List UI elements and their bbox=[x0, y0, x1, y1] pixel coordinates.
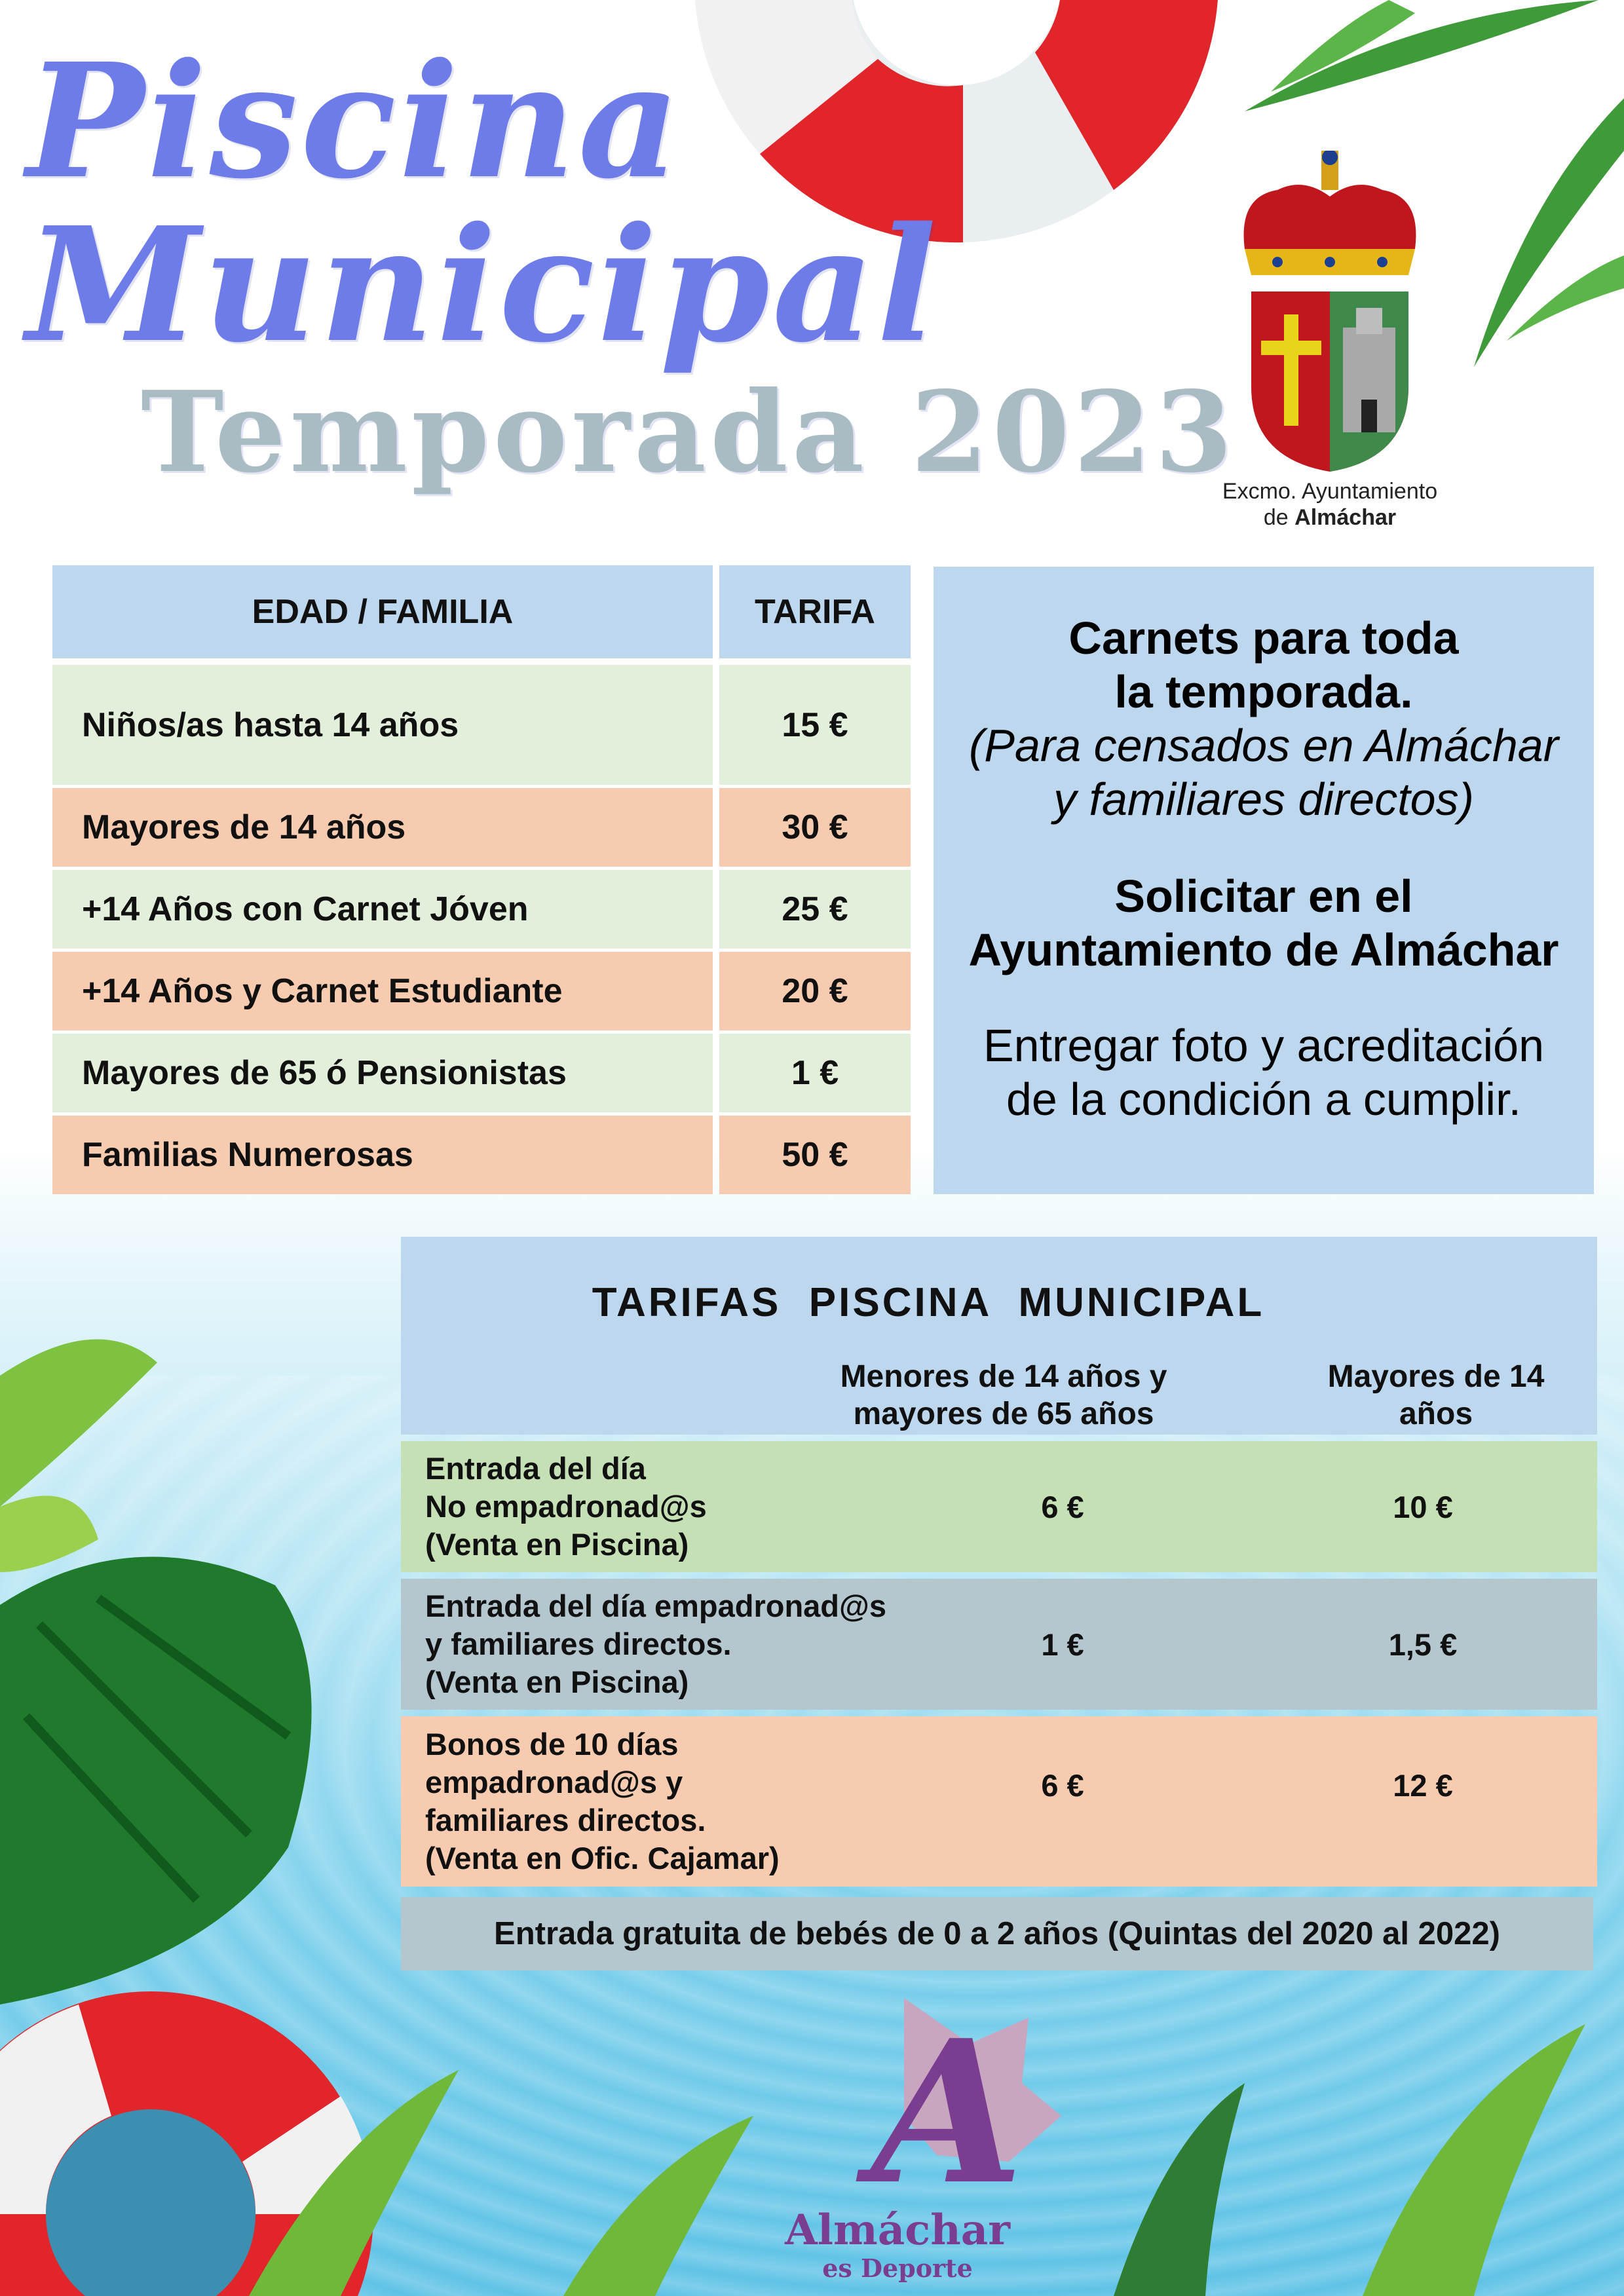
table-row bbox=[52, 870, 911, 949]
table-row bbox=[52, 788, 911, 867]
info-heading-2: la temporada. bbox=[1114, 666, 1413, 717]
row-label-line: Bonos de 10 días bbox=[425, 1727, 679, 1761]
table-row bbox=[401, 1716, 1597, 1887]
info-note-1: (Para censados en Almáchar bbox=[968, 720, 1559, 771]
row-category: Familias Numerosas bbox=[52, 1116, 713, 1194]
info-apply-1: Solicitar en el bbox=[1114, 871, 1413, 922]
price-minors-seniors: 6 € bbox=[1041, 1489, 1084, 1524]
row-label-line: (Venta en Piscina) bbox=[425, 1665, 689, 1699]
table-row bbox=[52, 665, 911, 785]
price-over-14: 12 € bbox=[1393, 1767, 1453, 1803]
almachar-deporte-logo-icon bbox=[856, 1997, 1061, 2228]
logo-subtitle: es Deporte bbox=[822, 2253, 973, 2283]
column-1-line-1: Menores de 14 años y bbox=[840, 1359, 1167, 1394]
caption-town: Almáchar bbox=[1294, 505, 1397, 530]
logo-wordmark: Almáchar bbox=[785, 2206, 1010, 2255]
row-label-line: y familiares directos. bbox=[425, 1627, 732, 1661]
svg-text:A: A bbox=[871, 1997, 1024, 2228]
row-price: 30 € bbox=[719, 788, 911, 867]
info-requirement-2: de la condición a cumplir. bbox=[1006, 1074, 1521, 1125]
row-category: +14 Años con Carnet Jóven bbox=[52, 870, 713, 949]
row-label-line: (Venta en Ofic. Cajamar) bbox=[425, 1841, 780, 1875]
row-price: 15 € bbox=[719, 665, 911, 785]
header-price: TARIFA bbox=[719, 565, 911, 658]
table-row bbox=[401, 1579, 1597, 1710]
price-over-14: 1,5 € bbox=[1388, 1627, 1458, 1662]
coat-of-arms-icon bbox=[1232, 151, 1428, 478]
season-pass-info-box bbox=[934, 567, 1594, 1194]
table-row bbox=[52, 952, 911, 1030]
row-label-line: empadronad@s y bbox=[425, 1765, 683, 1799]
info-note-2: y familiares directos) bbox=[1053, 774, 1474, 825]
info-apply-2: Ayuntamiento de Almáchar bbox=[968, 924, 1559, 975]
daily-rates-header bbox=[401, 1237, 1597, 1435]
column-1-line-2: mayores de 65 años bbox=[853, 1397, 1154, 1431]
row-label bbox=[425, 1587, 886, 1701]
daily-rates-title: TARIFAS PISCINA MUNICIPAL bbox=[592, 1280, 1265, 1325]
row-label bbox=[425, 1450, 707, 1564]
free-entry-note: Entrada gratuita de bebés de 0 a 2 años (Quintas del 2020 al 2022) bbox=[401, 1897, 1593, 1970]
row-category: Mayores de 65 ó Pensionistas bbox=[52, 1034, 713, 1112]
table-row bbox=[52, 1034, 911, 1112]
info-heading-1: Carnets para toda bbox=[1068, 612, 1459, 664]
season-pass-header-row bbox=[52, 565, 911, 658]
row-price: 1 € bbox=[719, 1034, 911, 1112]
price-minors-seniors: 1 € bbox=[1041, 1627, 1084, 1662]
table-row bbox=[52, 1116, 911, 1194]
row-category: +14 Años y Carnet Estudiante bbox=[52, 952, 713, 1030]
row-label-line: Entrada del día bbox=[425, 1451, 646, 1486]
column-header-minors-seniors bbox=[807, 1358, 1200, 1433]
row-price: 25 € bbox=[719, 870, 911, 949]
row-category: Mayores de 14 años bbox=[52, 788, 713, 867]
column-header-over-14 bbox=[1279, 1358, 1593, 1433]
header-age-family: EDAD / FAMILIA bbox=[52, 565, 713, 658]
row-price: 50 € bbox=[719, 1116, 911, 1194]
info-requirement-1: Entregar foto y acreditación bbox=[983, 1020, 1545, 1071]
monstera-leaf-icon bbox=[0, 1339, 312, 2004]
row-label bbox=[425, 1725, 780, 1877]
title-line-2: Municipal bbox=[26, 193, 939, 377]
row-category: Niños/as hasta 14 años bbox=[52, 665, 713, 785]
row-label-line: No empadronad@s bbox=[425, 1489, 707, 1524]
table-row bbox=[401, 1441, 1597, 1572]
price-over-14: 10 € bbox=[1393, 1489, 1453, 1524]
caption-prefix: de bbox=[1263, 505, 1289, 530]
row-label-line: Entrada del día empadronad@s bbox=[425, 1589, 886, 1623]
price-minors-seniors: 6 € bbox=[1041, 1767, 1084, 1803]
row-price: 20 € bbox=[719, 952, 911, 1030]
column-2-line-2: años bbox=[1399, 1397, 1473, 1431]
row-label-line: (Venta en Piscina) bbox=[425, 1527, 689, 1562]
caption-line-1: Excmo. Ayuntamiento bbox=[1222, 479, 1438, 504]
title-line-1: Piscina bbox=[26, 29, 683, 214]
column-2-line-1: Mayores de 14 bbox=[1327, 1359, 1545, 1394]
row-label-line: familiares directos. bbox=[425, 1803, 706, 1837]
coat-of-arms-caption bbox=[1192, 478, 1467, 531]
season-title: Temporada 2023 bbox=[141, 367, 1237, 498]
